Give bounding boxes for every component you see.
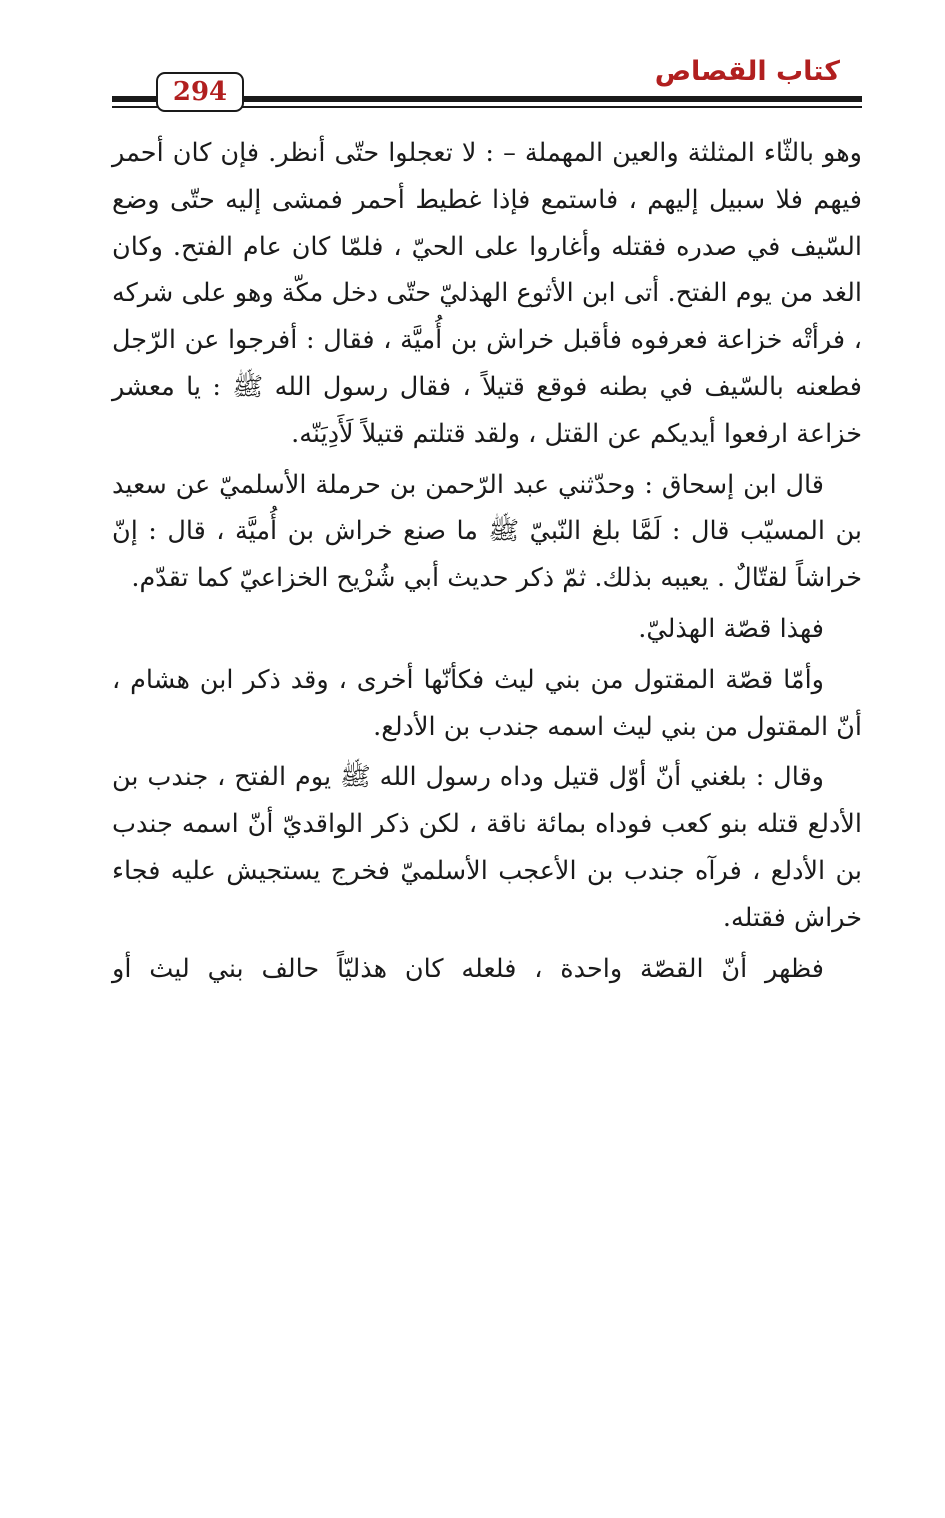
page-header [112,52,862,122]
paragraph-5: وقال : بلغني أنّ أوّل قتيل وداه رسول الله ﷺ يوم الفتح ، جندب بن الأدلع قتله بنو كعب فوداه بمائة ناقة ، لكن ذكر الواقديّ أنّ اسمه جندب بن الأدلع ، فرآه جندب بن الأعجب الأسلميّ فخرج يستجيش عليه فجاء خراش فقتله. [112,762,862,933]
paragraph-1: وهو بالثّاء المثلثة والعين المهملة – : لا تعجلوا حتّى أنظر. فإن كان أحمر فيهم فلا سبيل إليهم ، فاستمع فإذا غطيط أحمر فمشى إليه حتّى وضع السّيف في صدره فقتله وأغاروا على الحيّ ، فلمّا كان عام الفتح. وكان الغد من يوم الفتح. أتى ابن الأثوع الهذليّ حتّى دخل مكّة وهو على شركه ، فرأتْه خزاعة فعرفوه فأقبل خراش بن أُميَّة ، فقال : أفرجوا عن الرّجل فطعنه بالسّيف في بطنه فوقع قتيلاً ، فقال رسول الله ﷺ : يا معشر خزاعة ارفعوا أيديكم عن القتل ، ولقد قتلتم قتيلاً لَأَدِيَنّه. [112,138,862,449]
book-title: كتاب القصاص [654,56,840,87]
paragraph-6: فظهر أنّ القصّة واحدة ، فلعله كان هذليّاً حالف بني ليث أو [112,953,824,984]
paragraph-4: وأمّا قصّة المقتول من بني ليث فكأنّها أخرى ، وقد ذكر ابن هشام ، أنّ المقتول من بني ليث اسمه جندب بن الأدلع. [112,664,862,742]
page-body [112,130,862,996]
paragraph-3: فهذا قصّة الهذليّ. [638,613,824,644]
paragraph-2: قال ابن إسحاق : وحدّثني عبد الرّحمن بن حرملة الأسلميّ عن سعيد بن المسيّب قال : لَمَّا بلغ النّبيّ ﷺ ما صنع خراش بن أُميَّة ، قال : إنّ خراشاً لقتّالٌ . يعيبه بذلك. ثمّ ذكر حديث أبي شُرْيح الخزاعيّ كما تقدّم. [112,469,862,594]
page-number: 294 [156,72,244,112]
